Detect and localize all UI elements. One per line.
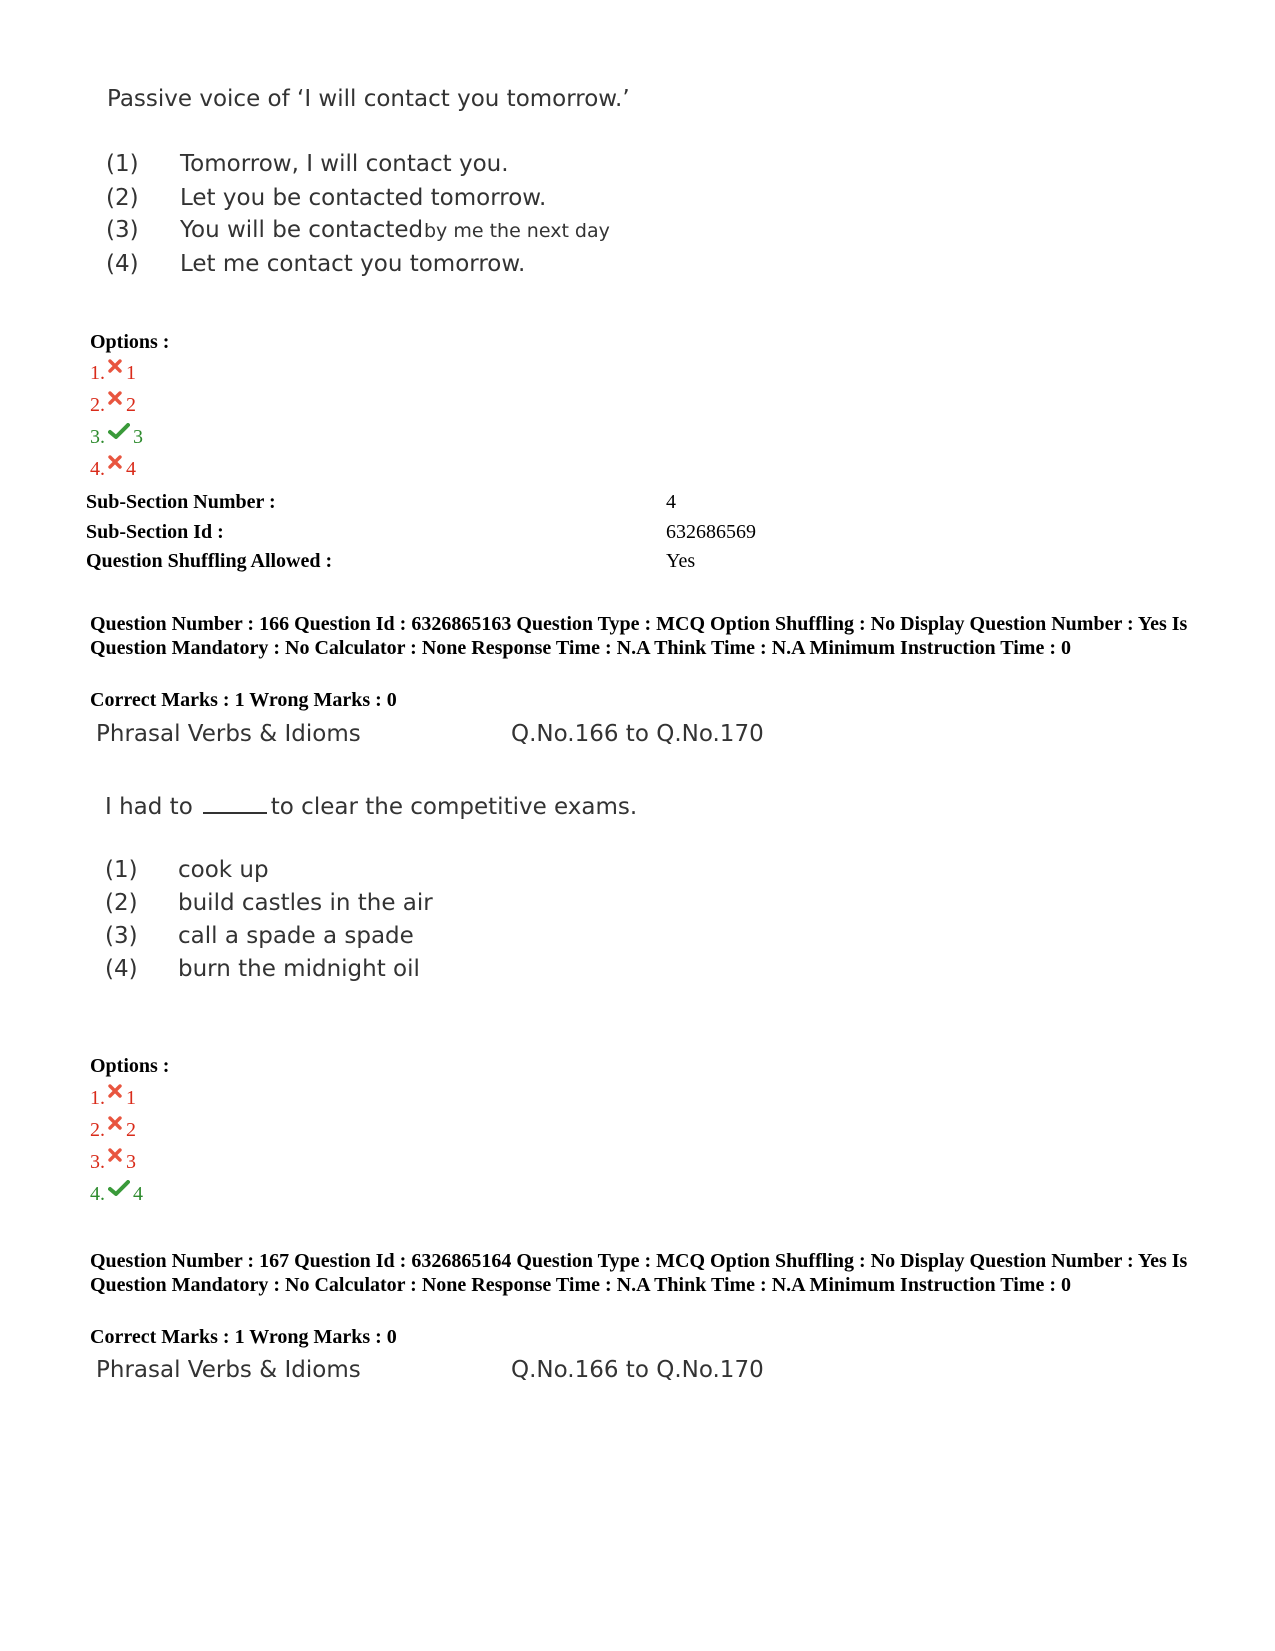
wrong-icon (108, 359, 122, 373)
choice-text: Let me contact you tomorrow. (180, 251, 526, 277)
wrong-icon (108, 1084, 122, 1098)
option-value: 3 (133, 426, 143, 448)
choice-number: (3) (106, 217, 139, 243)
subsection-number-value: 4 (666, 491, 676, 513)
correct-icon (108, 423, 130, 439)
option-index: 1. (90, 362, 105, 384)
question-meta: Question Number : 167 Question Id : 6326865164 Question Type : MCQ Option Shuffling : No Display Question Number : Yes Is Question Mandatory : No Calculator : None Response Time : N.A Think Time : N.A Minimum Instruction Time : 0 (90, 1250, 1188, 1296)
question-marks: Correct Marks : 1 Wrong Marks : 0 (90, 689, 397, 711)
option-row (90, 394, 136, 417)
option-row (90, 1151, 136, 1174)
option-row (90, 1087, 136, 1110)
choice-text-small: by me the next day (424, 220, 610, 242)
wrong-icon (108, 455, 122, 469)
choice-number: (1) (105, 857, 138, 883)
wrong-icon (108, 1148, 122, 1162)
choice-text: Let you be contacted tomorrow. (180, 185, 547, 211)
option-value: 3 (126, 1151, 136, 1173)
question-text-after: to clear the competitive exams. (270, 794, 638, 820)
choice-number: (2) (105, 890, 138, 916)
option-index: 2. (90, 394, 105, 416)
option-value: 1 (126, 362, 136, 384)
topic-label: Phrasal Verbs & Idioms (96, 721, 361, 747)
question-range: Q.No.166 to Q.No.170 (511, 721, 764, 747)
topic-label: Phrasal Verbs & Idioms (96, 1357, 361, 1383)
subsection-id-label: Sub-Section Id : (86, 521, 224, 543)
choice-number: (1) (106, 151, 139, 177)
option-index: 3. (90, 426, 105, 448)
option-index: 3. (90, 1151, 105, 1173)
question-shuffling-label: Question Shuffling Allowed : (86, 550, 333, 572)
question-text: Passive voice of ‘I will contact you tomorrow.’ (107, 86, 630, 112)
correct-icon (108, 1180, 130, 1196)
choice-number: (2) (106, 185, 139, 211)
blank-line (203, 792, 267, 814)
question-range: Q.No.166 to Q.No.170 (511, 1357, 764, 1383)
option-value: 2 (126, 1119, 136, 1141)
option-index: 4. (90, 1183, 105, 1205)
option-value: 1 (126, 1087, 136, 1109)
choice-text: call a spade a spade (178, 923, 414, 949)
choice-text: burn the midnight oil (178, 956, 420, 982)
choice-text: You will be contacted (180, 217, 424, 243)
option-row (90, 362, 136, 385)
choice-text: cook up (178, 857, 269, 883)
option-row (90, 1119, 136, 1142)
options-label: Options : (90, 331, 170, 353)
subsection-number-label: Sub-Section Number : (86, 491, 276, 513)
choice-number: (4) (105, 956, 138, 982)
wrong-icon (108, 391, 122, 405)
question-text-before: I had to (105, 794, 193, 820)
wrong-icon (108, 1116, 122, 1130)
question-shuffling-value: Yes (666, 550, 696, 572)
option-index: 2. (90, 1119, 105, 1141)
option-value: 4 (133, 1183, 143, 1205)
option-value: 2 (126, 394, 136, 416)
option-row (90, 1183, 143, 1206)
choice-number: (4) (106, 251, 139, 277)
question-marks: Correct Marks : 1 Wrong Marks : 0 (90, 1326, 397, 1348)
option-index: 4. (90, 458, 105, 480)
choice-number: (3) (105, 923, 138, 949)
option-value: 4 (126, 458, 136, 480)
choice-text: Tomorrow, I will contact you. (180, 151, 509, 177)
option-row (90, 426, 143, 449)
subsection-id-value: 632686569 (666, 521, 756, 543)
question-text (105, 792, 637, 820)
options-label: Options : (90, 1055, 170, 1077)
choice-text: build castles in the air (178, 890, 433, 916)
option-index: 1. (90, 1087, 105, 1109)
question-meta: Question Number : 166 Question Id : 6326865163 Question Type : MCQ Option Shuffling : No Display Question Number : Yes Is Question Mandatory : No Calculator : None Response Time : N.A Think Time : N.A Minimum Instruction Time : 0 (90, 613, 1188, 659)
option-row (90, 458, 136, 481)
